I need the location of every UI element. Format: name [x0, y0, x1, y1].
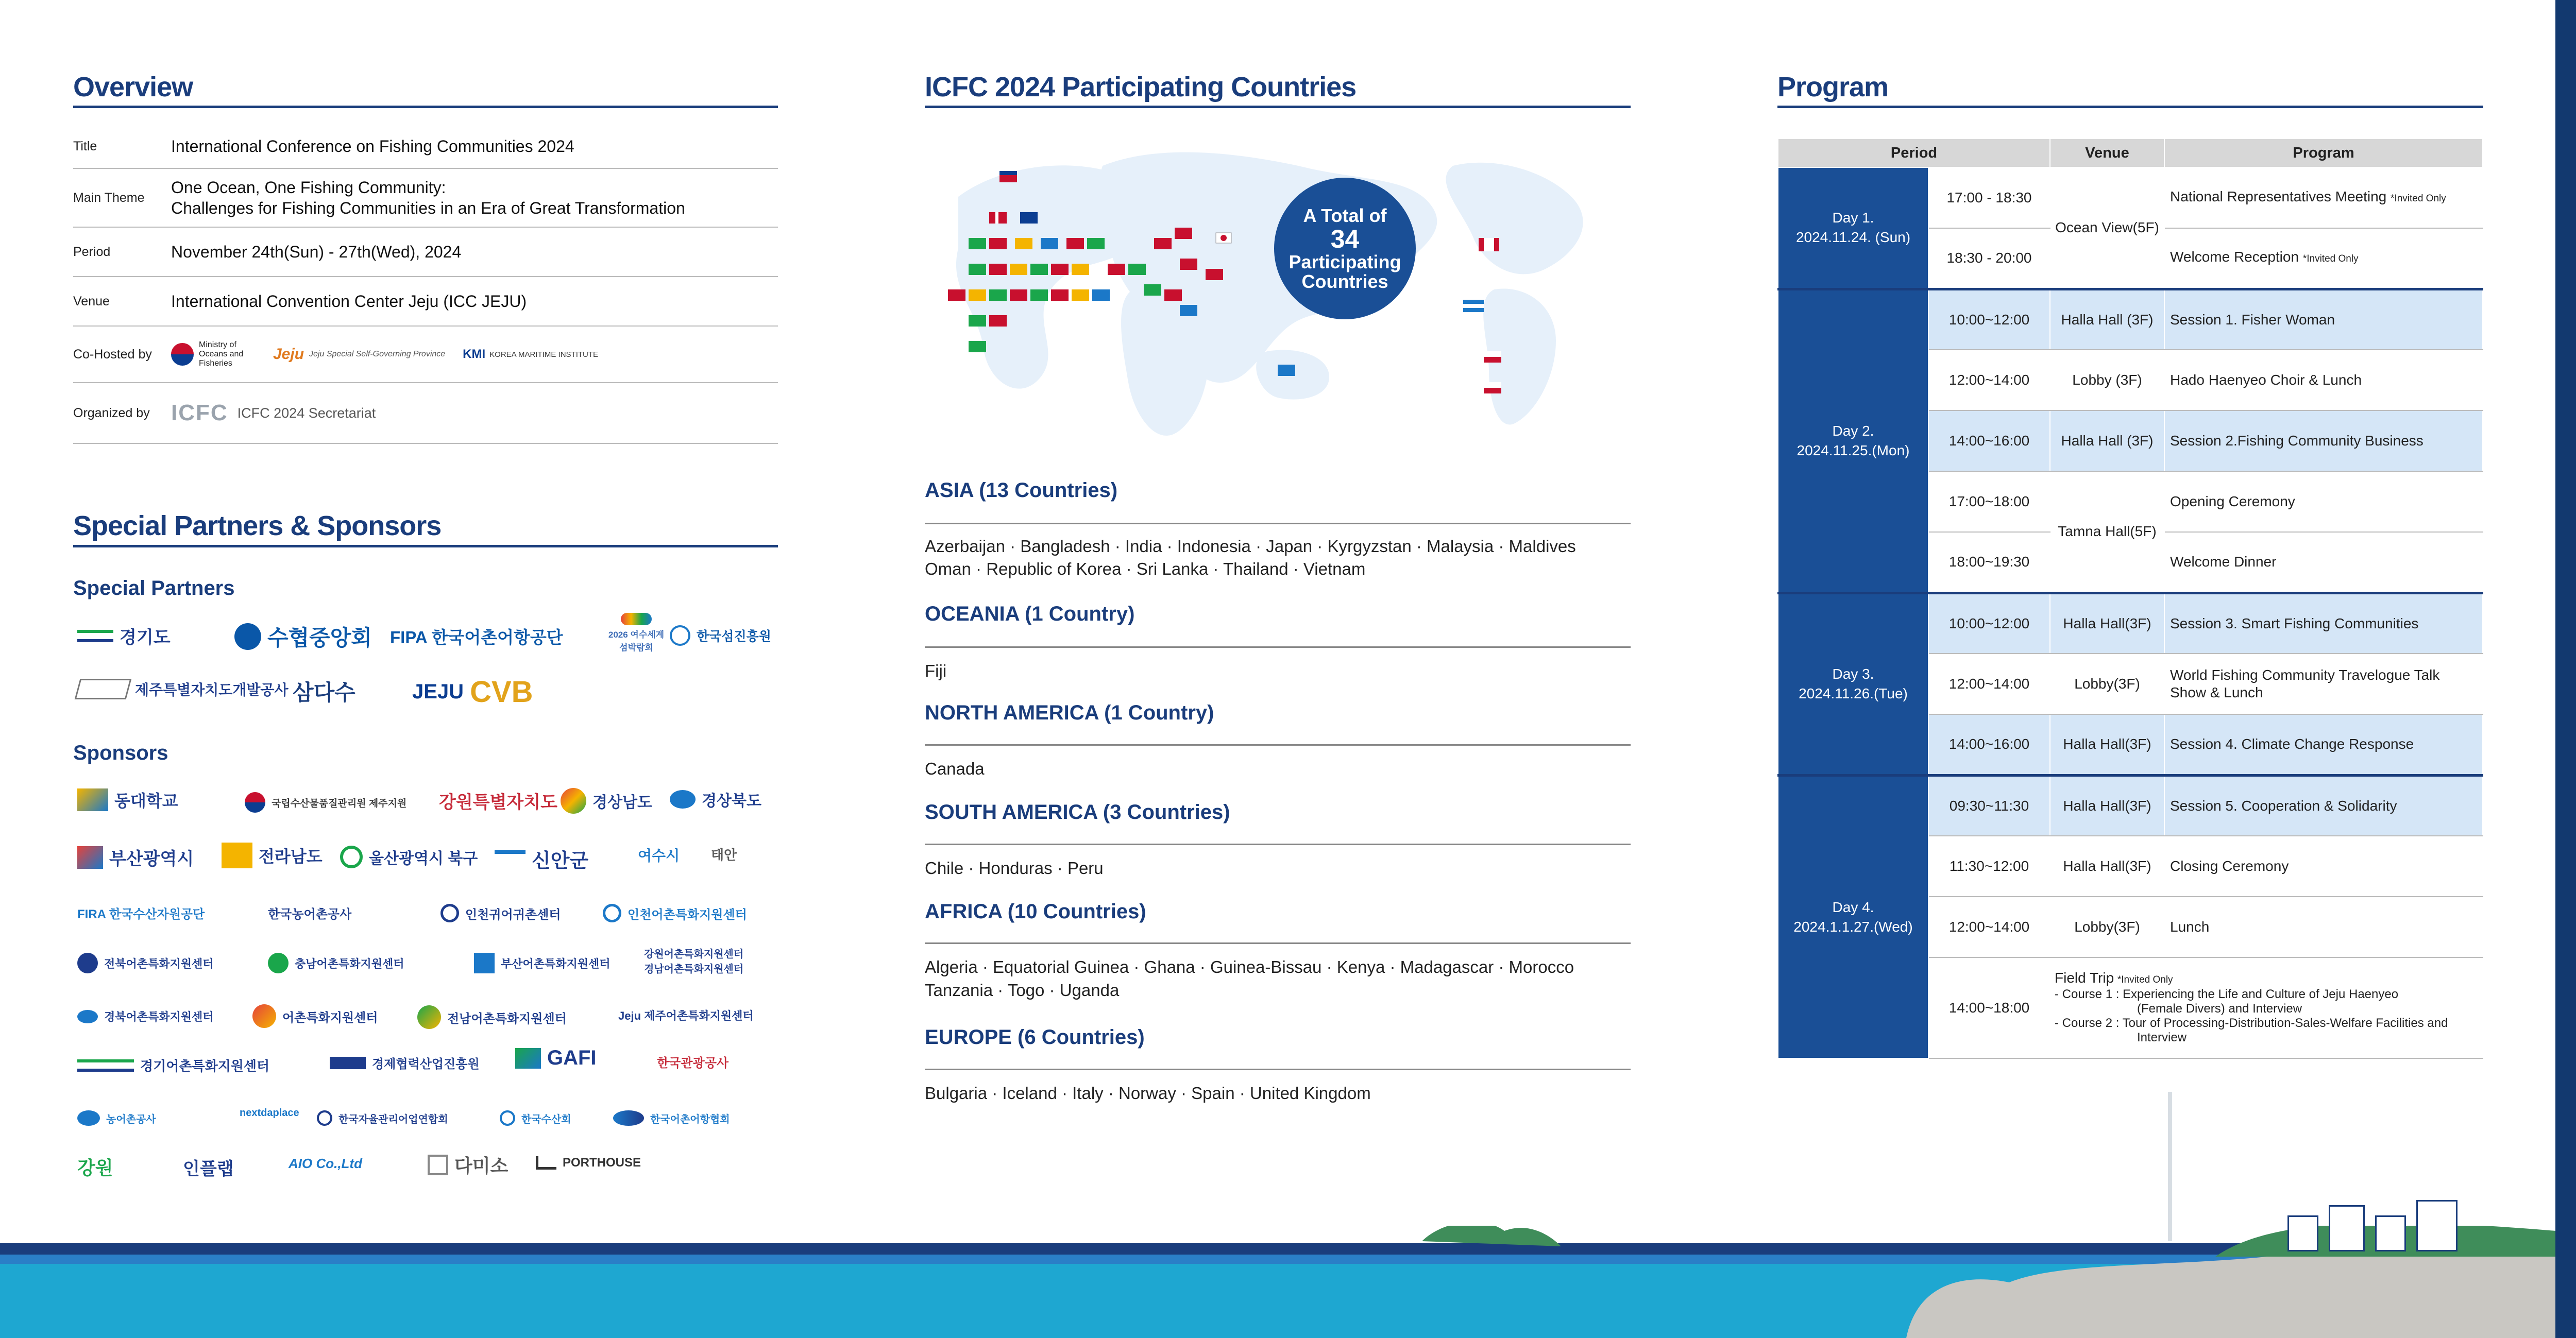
- sponsor-logo: [440, 904, 561, 922]
- house-icon: [2416, 1200, 2458, 1251]
- logo-text: 수협중앙회: [267, 626, 372, 650]
- sponsor-logo: [417, 1005, 567, 1029]
- sponsor-logo: [268, 904, 351, 922]
- sponsor-logo: [77, 1110, 156, 1126]
- jeonbuk-mark-icon: [77, 953, 98, 973]
- program-note: *Invited Only: [2391, 193, 2446, 204]
- badge-line-1: A Total of: [1303, 204, 1387, 226]
- suhyup-mark-icon: [234, 623, 261, 650]
- harbor-mark-icon: [613, 1110, 644, 1126]
- sponsor-logo: [77, 788, 178, 812]
- sponsor-logo: [77, 1008, 214, 1024]
- program-text: Welcome Reception: [2170, 249, 2299, 265]
- fieldtrip-title: Field Trip: [2055, 970, 2114, 986]
- course-1-cont: (Female Divers) and Interview: [2137, 1002, 2302, 1016]
- fisheries-assoc-mark-icon: [317, 1110, 332, 1126]
- day-label: Day 2.: [1832, 423, 1874, 439]
- venue-cell: Lobby (3F): [2050, 350, 2164, 410]
- sponsor-logo: [240, 1107, 299, 1119]
- sea-stripes-svg: [0, 1226, 2555, 1338]
- venue-cell: Tamna Hall(5F): [2050, 471, 2164, 593]
- logo-text: 경남어촌특화지원센터: [644, 964, 744, 975]
- time-cell: 17:00 - 18:30: [1928, 167, 2050, 228]
- header-period: Period: [1778, 139, 2050, 167]
- program-row: [1778, 289, 2483, 350]
- sponsor-logo: [428, 1152, 508, 1178]
- time-cell: 10:00~12:00: [1928, 593, 2050, 654]
- venue-cell: Halla Hall(3F): [2050, 714, 2164, 775]
- overview-value: [171, 177, 685, 218]
- incheon-mark-icon: [440, 904, 459, 922]
- logo-island-institute: [670, 625, 771, 646]
- logo-fipa: [390, 624, 563, 648]
- overview-row-venue: [73, 277, 778, 327]
- day-label: Day 1.: [1832, 210, 1874, 226]
- region-name: EUROPE (6 Countries): [925, 1026, 1145, 1049]
- expo-mark-icon: [621, 613, 652, 625]
- logo-text: 한국어촌어항협회: [650, 1113, 730, 1125]
- region-rule: [925, 1069, 1631, 1070]
- logo-text: 삼다수: [293, 680, 355, 705]
- partners-title: Special Partners & Sponsors: [73, 510, 442, 541]
- overview-key: Period: [73, 244, 111, 259]
- program-cell: Session 2.Fishing Community Business: [2164, 410, 2483, 471]
- logo-text: 인천어촌특화지원센터: [628, 907, 747, 922]
- kmi-logo-icon: KMI: [463, 347, 486, 361]
- region-name: NORTH AMERICA (1 Country): [925, 701, 1214, 724]
- sponsor-logo: [618, 1007, 754, 1023]
- day-cell: [1778, 775, 1928, 1058]
- program-row: [1778, 593, 2483, 654]
- time-cell: 14:00~18:00: [1928, 957, 2050, 1058]
- logo-text: Jeju Special Self-Governing Province: [309, 350, 446, 358]
- sponsor-logo: [711, 845, 737, 864]
- logo-gyeonggi: [77, 623, 171, 648]
- overview-key: Title: [73, 139, 97, 153]
- sponsor-logo: [439, 788, 557, 813]
- logo-text: 전남어촌특화지원센터: [447, 1011, 567, 1026]
- logo-text: 강원어촌특화지원센터: [644, 949, 744, 960]
- sponsor-logo: [77, 904, 205, 922]
- logo-text: 농어촌공사: [106, 1113, 156, 1125]
- program-cell: Welcome Dinner: [2164, 532, 2483, 593]
- region-rule: [925, 523, 1631, 524]
- busan-mark-icon: [77, 846, 103, 869]
- logo-text: JEJU: [412, 680, 464, 703]
- venue-cell: Halla Hall (3F): [2050, 289, 2164, 350]
- gyeonggi2-mark-icon: [77, 1059, 134, 1072]
- program-text-2: Show & Lunch: [2170, 684, 2263, 700]
- jeonnam2-mark-icon: [417, 1005, 441, 1029]
- island-mark-icon: [670, 625, 690, 646]
- taegeuk-icon: [245, 792, 265, 813]
- region-countries-line2: Oman · Republic of Korea · Sri Lanka · Thailand · Vietnam: [925, 559, 1366, 578]
- program-cell: Lunch: [2164, 897, 2483, 957]
- venue-cell: Ocean View(5F): [2050, 167, 2164, 289]
- sponsor-logo: [561, 788, 652, 814]
- program-cell: Session 4. Climate Change Response: [2164, 714, 2483, 775]
- sponsor-logo: [474, 953, 611, 973]
- sponsor-logo: [330, 1054, 480, 1072]
- logo-text: 경제협력산업진흥원: [372, 1057, 480, 1071]
- logo-text: nextdaplace: [240, 1107, 299, 1119]
- day-label: Day 4.: [1832, 899, 1874, 915]
- logo-jeju-devcorp: [77, 679, 289, 699]
- day-label: Day 3.: [1832, 666, 1874, 682]
- header-venue: Venue: [2050, 139, 2164, 167]
- sponsor-logo: [495, 845, 588, 873]
- program-title: Program: [1777, 72, 1889, 102]
- logo-text: 다미소: [454, 1155, 509, 1176]
- logo-text: 경기도: [120, 628, 171, 647]
- logo-text: 강원: [77, 1157, 113, 1178]
- sponsor-logo: [77, 1154, 113, 1180]
- region-rule: [925, 744, 1631, 746]
- coastal-illustration: [0, 1226, 2555, 1338]
- program-cell: [2164, 167, 2483, 228]
- sinan-mark-icon: [495, 850, 526, 868]
- time-cell: 18:30 - 20:00: [1928, 228, 2050, 289]
- sponsor-logo: [183, 1155, 234, 1180]
- countries-title: ICFC 2024 Participating Countries: [925, 72, 1357, 102]
- program-cell: Session 1. Fisher Woman: [2164, 289, 2483, 350]
- region-name: AFRICA (10 Countries): [925, 900, 1146, 923]
- logo-suhyup: [234, 621, 372, 652]
- world-map: [938, 135, 1607, 454]
- region-countries-line1: Chile · Honduras · Peru: [925, 859, 1104, 878]
- day-cell: [1778, 167, 1928, 289]
- day-cell: [1778, 289, 1928, 593]
- course-2: - Course 2 : Tour of Processing-Distribution-Sales-Welfare Facilities and: [2055, 1016, 2448, 1030]
- sponsor-logo: [613, 1110, 730, 1126]
- logo-text: FIRA 한국수산자원공단: [77, 907, 205, 921]
- exhibition-panel: [2555, 0, 2576, 1338]
- incheon2-mark-icon: [603, 904, 621, 922]
- time-cell: 10:00~12:00: [1928, 289, 2050, 350]
- logo-text: 신안군: [532, 850, 589, 872]
- overview-value: International Convention Center Jeju (ICC JEJU): [171, 292, 527, 311]
- ulsan-mark-icon: [340, 846, 363, 868]
- wind-turbine-icon: [2168, 1092, 2172, 1241]
- cohost-logos: [171, 340, 598, 368]
- venue-cell: Lobby(3F): [2050, 654, 2164, 714]
- sponsor-logo: [77, 953, 214, 973]
- sponsor-logo: [515, 1047, 597, 1070]
- sponsor-logo: [644, 946, 768, 975]
- logo-text: 부산광역시: [109, 849, 194, 869]
- gyeonggi-mark-icon: [77, 630, 113, 642]
- badge-line-3: Countries: [1301, 270, 1388, 292]
- sponsor-logo: [222, 843, 323, 868]
- logo-text: 한국섬진흥원: [697, 629, 771, 644]
- logo-text: 강원특별자치도: [439, 793, 557, 812]
- fieldtrip-cell: [2050, 957, 2483, 1058]
- day-date: 2024.11.25.(Mon): [1797, 442, 1910, 458]
- organizer-logo: [171, 400, 376, 426]
- logo-text: AIO Co.,Ltd: [289, 1156, 362, 1171]
- university-mark-icon: [77, 788, 108, 811]
- house-icon: [2287, 1215, 2318, 1251]
- logo-text-cvb: CVB: [470, 675, 533, 709]
- venue-cell: Halla Hall(3F): [2050, 593, 2164, 654]
- logo-text: PORTHOUSE: [563, 1156, 641, 1170]
- sponsor-logo: [252, 1004, 378, 1028]
- logo-text: 한국자율관리어업연합회: [338, 1113, 448, 1125]
- logo-text: 태안: [711, 847, 737, 863]
- special-partners-title: Special Partners: [73, 577, 235, 599]
- logo-text: FIPA 한국어촌어항공단: [390, 628, 563, 647]
- region-countries-line1: Azerbaijan · Bangladesh · India · Indonesia · Japan · Kyrgyzstan · Malaysia · Maldives: [925, 537, 1576, 556]
- region-countries-line1: Canada: [925, 759, 985, 778]
- overview-key: Venue: [73, 294, 110, 308]
- day-date: 2024.11.24. (Sun): [1795, 229, 1911, 246]
- gsia-mark-icon: [330, 1057, 366, 1069]
- venue-cell: Halla Hall(3F): [2050, 775, 2164, 836]
- gyeongbuk-mark-icon: [670, 790, 696, 809]
- logo-text: 전북어촌특화지원센터: [104, 957, 214, 970]
- overview-value: November 24th(Sun) - 27th(Wed), 2024: [171, 243, 462, 261]
- program-row: [1778, 775, 2483, 836]
- program-cell: Hado Haenyeo Choir & Lunch: [2164, 350, 2483, 410]
- logo-text: Ministry of Oceans and Fisheries: [199, 340, 244, 368]
- overview-table: [73, 125, 778, 444]
- logo-text: 인플랩: [183, 1159, 234, 1179]
- logo-text: 제주특별자치도개발공사: [135, 682, 289, 698]
- fishing-center-mark-icon: [252, 1004, 276, 1028]
- house-icon: [2375, 1215, 2406, 1251]
- program-row: [1778, 167, 2483, 228]
- sponsor-logo: [340, 846, 478, 868]
- logo-text: 경상남도: [592, 794, 652, 811]
- badge-number: 34: [1330, 224, 1360, 253]
- logo-ministry: [171, 340, 256, 368]
- overview-value: International Conference on Fishing Communities 2024: [171, 137, 574, 156]
- program-cell: Opening Ceremony: [2164, 471, 2483, 532]
- overview-key: Co-Hosted by: [73, 347, 152, 362]
- overview-row-period: [73, 228, 778, 277]
- logo-text: 국립수산물품질관리원 제주지원: [272, 798, 407, 809]
- busan2-mark-icon: [474, 953, 495, 973]
- logo-text: 충남어촌특화지원센터: [295, 957, 404, 970]
- icfc-logo: ICFC: [171, 400, 228, 425]
- time-cell: 17:00~18:00: [1928, 471, 2050, 532]
- taegeuk-icon: [171, 343, 194, 366]
- day-date: 2024.1.1.27.(Wed): [1793, 918, 1913, 935]
- logo-yeosu-expo: [608, 613, 665, 653]
- overview-key: Organized by: [73, 405, 150, 420]
- gyeongnam-mark-icon: [561, 788, 586, 814]
- badge-line-2: Participating: [1289, 251, 1401, 272]
- logo-text: KOREA MARITIME INSTITUTE: [489, 350, 599, 359]
- program-text: World Fishing Community Travelogue Talk: [2170, 667, 2440, 683]
- program-cell: [2164, 654, 2483, 714]
- suhyup2-mark-icon: [500, 1110, 515, 1126]
- program-cell: Session 5. Cooperation & Solidarity: [2164, 775, 2483, 836]
- theme-line-1: One Ocean, One Fishing Community:: [171, 178, 446, 197]
- logo-samdasoo: [293, 676, 355, 707]
- course-1: - Course 1 : Experiencing the Life and Culture of Jeju Haenyeo: [2055, 987, 2399, 1001]
- logo-text: 한국수산회: [521, 1113, 571, 1125]
- time-cell: 11:30~12:00: [1928, 836, 2050, 897]
- time-cell: 14:00~16:00: [1928, 410, 2050, 471]
- world-map-svg: [938, 135, 1607, 454]
- day-cell: [1778, 593, 1928, 775]
- sponsor-logo: [77, 845, 194, 870]
- region-rule: [925, 942, 1631, 944]
- region-rule: [925, 844, 1631, 845]
- overview-row-organizer: [73, 383, 778, 444]
- logo-text: 여수시: [638, 848, 680, 864]
- sponsor-logo: [500, 1110, 571, 1126]
- sponsors-title: Sponsors: [73, 742, 168, 764]
- program-text: National Representatives Meeting: [2170, 188, 2387, 204]
- countries-rule: [925, 106, 1631, 108]
- houses-illustration: [2277, 1200, 2483, 1257]
- logo-text: 어촌특화지원센터: [282, 1010, 378, 1025]
- logo-kmi: [463, 347, 598, 362]
- program-note: *Invited Only: [2117, 974, 2173, 985]
- program-note: *Invited Only: [2302, 253, 2359, 265]
- house-icon: [2329, 1205, 2365, 1251]
- time-cell: 09:30~11:30: [1928, 775, 2050, 836]
- region-countries-line1: Algeria · Equatorial Guinea · Ghana · Guinea-Bissau · Kenya · Madagascar · Morocco: [925, 957, 1574, 976]
- partners-rule: [73, 545, 778, 547]
- dammiso-mark-icon: [428, 1155, 448, 1175]
- jpdc-mark-icon: [75, 679, 132, 699]
- logo-text: 경북어촌특화지원센터: [104, 1010, 214, 1023]
- time-cell: 18:00~19:30: [1928, 532, 2050, 593]
- krc-mark-icon: [77, 1110, 100, 1126]
- chungnam-mark-icon: [268, 953, 289, 973]
- logo-text: 부산어촌특화지원센터: [501, 957, 611, 970]
- region-countries-line1: Fiji: [925, 661, 947, 680]
- sponsor-logo: [77, 1056, 269, 1075]
- sponsor-logo: [536, 1156, 641, 1170]
- overview-row-theme: [73, 169, 778, 228]
- gafi-mark-icon: [515, 1048, 541, 1069]
- program-rule: [1777, 106, 2483, 108]
- time-cell: 12:00~14:00: [1928, 350, 2050, 410]
- program-cell: Session 3. Smart Fishing Communities: [2164, 593, 2483, 654]
- sponsor-logo: [268, 953, 404, 973]
- logo-text: 2026 여수세계섬박람회: [608, 630, 665, 653]
- organizer-name: ICFC 2024 Secretariat: [237, 405, 376, 421]
- venue-cell: Halla Hall (3F): [2050, 410, 2164, 471]
- time-cell: 12:00~14:00: [1928, 897, 2050, 957]
- logo-text: 경상북도: [702, 793, 761, 810]
- logo-jeju-cvb: [412, 675, 533, 709]
- country-total-badge: [1274, 178, 1416, 319]
- jeju-logo-icon: Jeju: [273, 346, 304, 363]
- region-name: OCEANIA (1 Country): [925, 603, 1135, 625]
- program-cell: Closing Ceremony: [2164, 836, 2483, 897]
- logo-text: 한국농어촌공사: [268, 907, 352, 921]
- region-list: [925, 479, 1631, 1123]
- region-countries-line1: Bulgaria · Iceland · Italy · Norway · Spain · United Kingdom: [925, 1084, 1371, 1103]
- program-table: [1777, 138, 2483, 1059]
- overview-row-title: [73, 125, 778, 169]
- sponsor-logo: [670, 788, 761, 811]
- logo-text: 한국관광공사: [657, 1056, 729, 1070]
- overview-title: Overview: [73, 72, 193, 102]
- region-rule: [925, 646, 1631, 648]
- sponsor-logo: [638, 845, 680, 865]
- venue-cell: Halla Hall(3F): [2050, 836, 2164, 897]
- jeonnam-mark-icon: [222, 843, 252, 868]
- sponsor-logo: [603, 904, 747, 922]
- overview-rule: [73, 106, 778, 108]
- logo-text: 동대학교: [114, 792, 178, 810]
- venue-cell: Lobby(3F): [2050, 897, 2164, 957]
- region-name: SOUTH AMERICA (3 Countries): [925, 801, 1230, 824]
- logo-jeju: [273, 346, 445, 363]
- logo-text: 전라남도: [259, 847, 323, 866]
- program-header-row: [1778, 139, 2483, 167]
- sponsor-logo: [657, 1053, 728, 1071]
- overview-key: Main Theme: [73, 190, 145, 205]
- overview-row-cohost: [73, 327, 778, 383]
- header-program: Program: [2164, 139, 2483, 167]
- sponsor-logo: [245, 792, 406, 813]
- time-cell: 14:00~16:00: [1928, 714, 2050, 775]
- logo-text: GAFI: [547, 1047, 597, 1069]
- logo-text: 경기어촌특화지원센터: [140, 1058, 270, 1074]
- course-2-cont: Interview: [2137, 1031, 2187, 1044]
- logo-text: Jeju 제주어촌특화지원센터: [618, 1009, 754, 1022]
- logo-text: 인천귀어귀촌센터: [465, 907, 561, 922]
- theme-line-2: Challenges for Fishing Communities in an Era of Great Transformation: [171, 199, 685, 217]
- porthouse-mark-icon: [536, 1156, 556, 1170]
- program-cell: [2164, 228, 2483, 289]
- day-date: 2024.11.26.(Tue): [1799, 685, 1908, 701]
- region-countries-line2: Tanzania · Togo · Uganda: [925, 981, 1120, 1000]
- sponsor-logo: [317, 1110, 448, 1126]
- region-name: ASIA (13 Countries): [925, 479, 1118, 502]
- gyeongbuk2-mark-icon: [77, 1010, 98, 1023]
- sponsor-logo: [289, 1156, 362, 1172]
- logo-text: 울산광역시 북구: [369, 850, 478, 867]
- time-cell: 12:00~14:00: [1928, 654, 2050, 714]
